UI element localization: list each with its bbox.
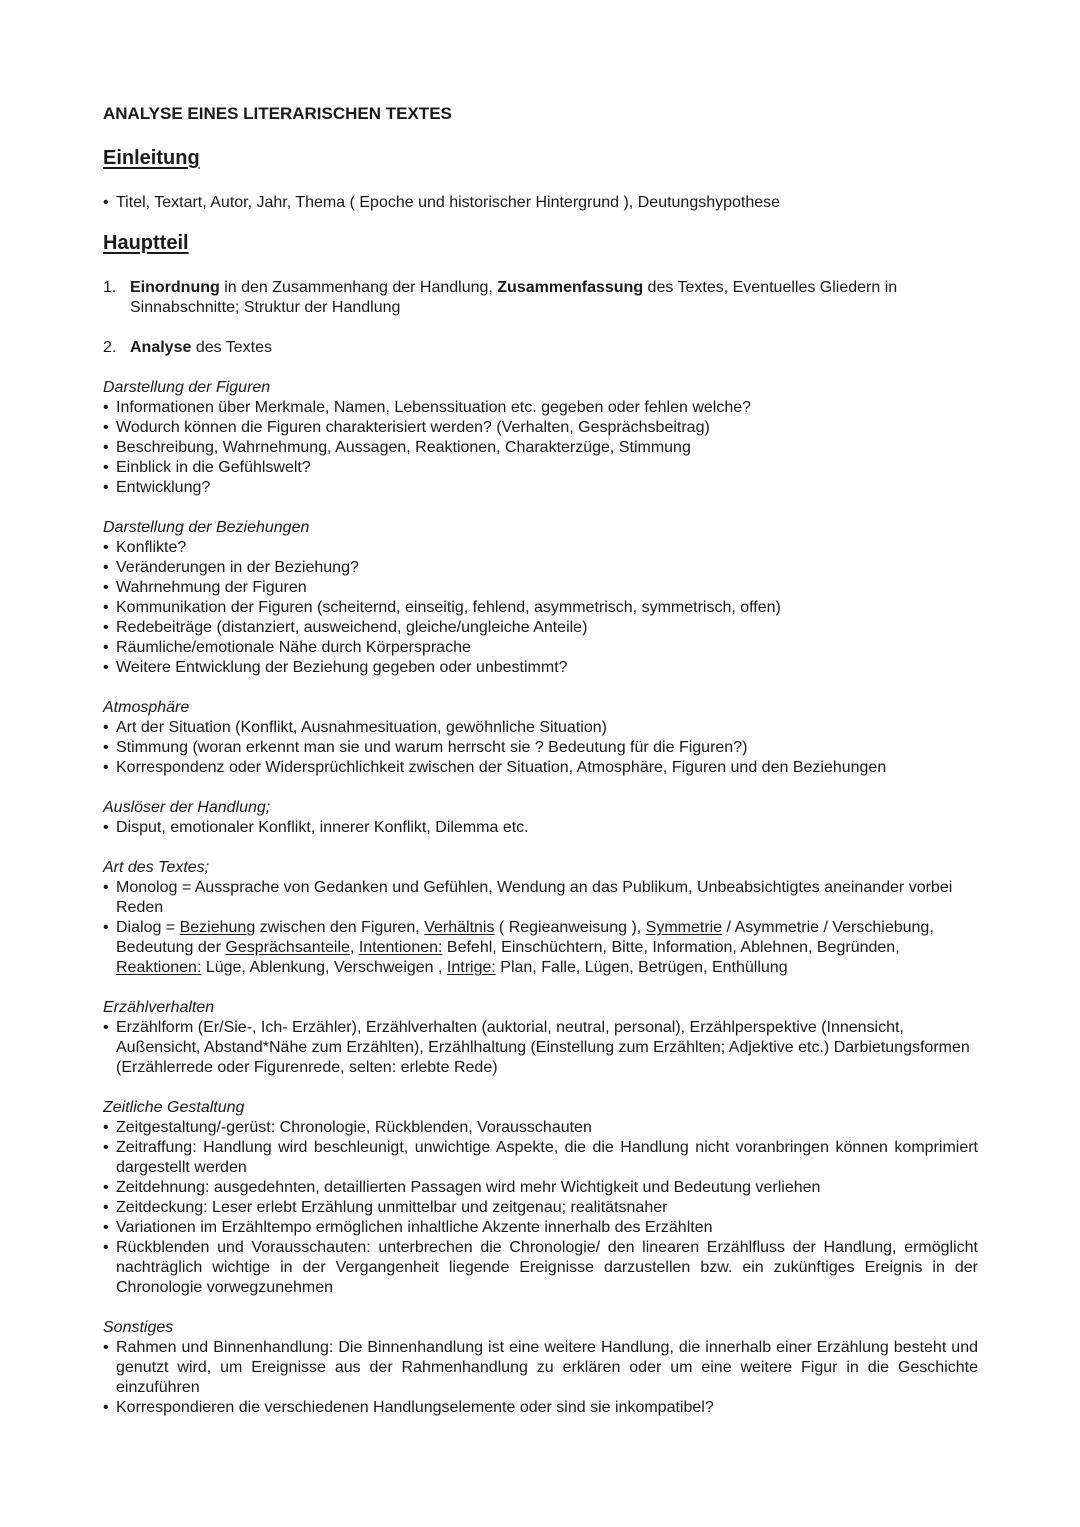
section-sonstiges	[103, 1318, 978, 1418]
bullet-icon: •	[103, 639, 109, 656]
list-item	[103, 818, 978, 838]
underlined-term: Intrige:	[446, 959, 496, 976]
item-number: 2.	[103, 339, 117, 356]
list-item-text: Beschreibung, Wahrnehmung, Aussagen, Reaktionen, Charakterzüge, Stimmung	[116, 439, 691, 456]
text-part: in den Zusammenhang der Handlung,	[219, 279, 498, 296]
bullet-icon: •	[103, 739, 109, 756]
list-item	[103, 1238, 978, 1298]
underlined-term: Gesprächsanteile	[225, 939, 350, 956]
list-item	[103, 438, 978, 458]
section-art-des-textes	[103, 858, 978, 978]
list-item	[103, 578, 978, 598]
underlined-term: Beziehung	[179, 919, 256, 936]
bullet-icon: •	[103, 659, 109, 676]
item-text	[130, 338, 978, 358]
bold-analyse: Analyse	[130, 339, 192, 356]
document-content	[103, 103, 978, 1418]
list-item	[103, 1398, 978, 1418]
bullet-icon: •	[103, 759, 109, 776]
list-item-text: Korrespondenz oder Widersprüchlichkeit zwischen der Situation, Atmosphäre, Figuren und den Beziehungen	[116, 759, 887, 776]
bullet-icon: •	[103, 599, 109, 616]
list-item-text: Erzählform (Er/Sie-, Ich- Erzähler), Erzählverhalten (auktorial, neutral, personal), Erzählperspektive (Innensicht, Außensicht, Abstand*Nähe zum Erzählten), Erzählhaltung (Einstellung zum Erzählten; Adjektive etc.) Darbietungsformen (Erzählerrede oder Figurenrede, selten: erlebte Rede)	[116, 1019, 970, 1076]
list-item-text: Wahrnehmung der Figuren	[116, 579, 307, 596]
list-item-text: Redebeiträge (distanziert, ausweichend, gleiche/ungleiche Anteile)	[116, 619, 588, 636]
section-erzaehlverhalten	[103, 998, 978, 1078]
item-text	[130, 278, 978, 318]
list-item	[103, 638, 978, 658]
numbered-item-analyse	[103, 338, 978, 358]
bullet-icon: •	[103, 194, 109, 211]
list-item	[103, 418, 978, 438]
section-title: Atmosphäre	[103, 699, 190, 716]
section-ausloeser	[103, 798, 978, 838]
list-item-text: Veränderungen in der Beziehung?	[116, 559, 359, 576]
list-item-text: Rahmen und Binnenhandlung: Die Binnenhandlung ist eine weitere Handlung, die innerhalb einer Erzählung besteht und genutzt wird, um Ereignisse aus der Rahmenhandlung zu erklären oder um eine weitere Figur in die Geschichte einzuführen	[116, 1339, 978, 1396]
bullet-icon: •	[103, 459, 109, 476]
section-title: Erzählverhalten	[103, 999, 215, 1016]
bullet-icon: •	[103, 579, 109, 596]
list-item-text	[116, 918, 978, 978]
item-number: 1.	[103, 279, 117, 296]
bullet-icon: •	[103, 879, 109, 896]
list-item-text: Stimmung (woran erkennt man sie und warum herrscht sie ? Bedeutung für die Figuren?)	[116, 739, 748, 756]
text-part: / Asymmetrie / Verschiebung, Bedeutung der	[116, 919, 934, 956]
bullet-icon: •	[103, 1179, 109, 1196]
list-item	[103, 1178, 978, 1198]
list-item	[103, 538, 978, 558]
section-title: Sonstiges	[103, 1319, 174, 1336]
list-item-text: Zeitdehnung: ausgedehnten, detaillierten Passagen wird mehr Wichtigkeit und Bedeutung verliehen	[116, 1179, 821, 1196]
section-title: Auslöser der Handlung;	[103, 799, 271, 816]
list-item-text: Korrespondieren die verschiedenen Handlungselemente oder sind sie inkompatibel?	[116, 1399, 714, 1416]
list-item	[103, 1198, 978, 1218]
list-item	[103, 1118, 978, 1138]
section-title: Darstellung der Beziehungen	[103, 519, 310, 536]
list-item-text: Entwicklung?	[116, 479, 211, 496]
list-item-text: Variationen im Erzähltempo ermöglichen inhaltliche Akzente innerhalb des Erzählten	[116, 1219, 713, 1236]
bullet-icon: •	[103, 1399, 109, 1416]
text-part: ,	[349, 939, 359, 956]
list-item	[103, 558, 978, 578]
text-part: zwischen den Figuren,	[255, 919, 425, 936]
bullet-icon: •	[103, 619, 109, 636]
list-item-text: Disput, emotionaler Konflikt, innerer Konflikt, Dilemma etc.	[116, 819, 529, 836]
list-item-text: Rückblenden und Vorausschauten: unterbrechen die Chronologie/ den linearen Erzählfluss der Handlung, ermöglicht nachträglich wichtige in der Vergangenheit liegende Ereignisse darzustellen bzw. ein zukünftiges Ereignis in der Chronologie vorwegzunehmen	[116, 1239, 978, 1296]
underlined-term: Reaktionen:	[116, 959, 202, 976]
bullet-icon: •	[103, 719, 109, 736]
bold-zusammenfassung: Zusammenfassung	[497, 279, 644, 296]
bullet-icon: •	[103, 539, 109, 556]
section-atmosphaere	[103, 698, 978, 778]
document-title: ANALYSE EINES LITERARISCHEN TEXTES	[103, 104, 452, 123]
underlined-term: Intentionen:	[358, 939, 443, 956]
bullet-icon: •	[103, 1239, 109, 1256]
text-part: Lüge, Ablenkung, Verschweigen ,	[201, 959, 447, 976]
heading-hauptteil: Hauptteil	[103, 232, 189, 254]
list-item	[103, 1338, 978, 1398]
bullet-icon: •	[103, 1339, 109, 1356]
section-title: Darstellung der Figuren	[103, 379, 271, 396]
list-item	[103, 758, 978, 778]
underlined-term: Symmetrie	[645, 919, 723, 936]
heading-einleitung: Einleitung	[103, 147, 200, 169]
list-item	[103, 398, 978, 418]
bullet-icon: •	[103, 1219, 109, 1236]
bullet-icon: •	[103, 439, 109, 456]
einleitung-item	[103, 193, 978, 213]
section-zeitliche-gestaltung	[103, 1098, 978, 1298]
list-item	[103, 718, 978, 738]
list-item-text: Art der Situation (Konflikt, Ausnahmesituation, gewöhnliche Situation)	[116, 719, 607, 736]
text-part: ( Regieanweisung ),	[494, 919, 646, 936]
bullet-icon: •	[103, 1199, 109, 1216]
list-item-text: Zeitraffung: Handlung wird beschleunigt, unwichtige Aspekte, die die Handlung nicht voranbringen können komprimiert dargestellt werden	[116, 1139, 978, 1176]
text-part: des Textes, Eventuelles Gliedern in Sinnabschnitte; Struktur der Handlung	[130, 279, 898, 316]
section-figuren	[103, 378, 978, 498]
list-item	[103, 458, 978, 478]
list-item	[103, 658, 978, 678]
list-item	[103, 1218, 978, 1238]
einleitung-item-text: Titel, Textart, Autor, Jahr, Thema ( Epoche und historischer Hintergrund ), Deutungshypothese	[116, 194, 781, 211]
bullet-icon: •	[103, 919, 109, 936]
list-item-text: Konflikte?	[116, 539, 187, 556]
list-item	[103, 878, 978, 918]
list-item	[103, 1018, 978, 1078]
list-item-text: Weitere Entwicklung der Beziehung gegeben oder unbestimmt?	[116, 659, 568, 676]
list-item-text: Zeitgestaltung/-gerüst: Chronologie, Rückblenden, Vorausschauten	[116, 1119, 592, 1136]
text-part: Plan, Falle, Lügen, Betrügen, Enthüllung	[495, 959, 788, 976]
list-item-text: Einblick in die Gefühlswelt?	[116, 459, 311, 476]
bullet-icon: •	[103, 819, 109, 836]
list-item-text: Wodurch können die Figuren charakterisiert werden? (Verhalten, Gesprächsbeitrag)	[116, 419, 710, 436]
list-item-text: Informationen über Merkmale, Namen, Lebenssituation etc. gegeben oder fehlen welche?	[116, 399, 752, 416]
section-title: Zeitliche Gestaltung	[103, 1099, 245, 1116]
bullet-icon: •	[103, 1019, 109, 1036]
text-part: Befehl, Einschüchtern, Bitte, Information, Ablehnen, Begründen,	[442, 939, 900, 956]
list-item-text: Monolog = Aussprache von Gedanken und Gefühlen, Wendung an das Publikum, Unbeabsichtigtes aneinander vorbei Reden	[116, 879, 953, 916]
list-item	[103, 618, 978, 638]
list-item	[103, 478, 978, 498]
list-item	[103, 1138, 978, 1178]
bullet-icon: •	[103, 399, 109, 416]
section-title: Art des Textes;	[103, 859, 210, 876]
list-item-text: Zeitdeckung: Leser erlebt Erzählung unmittelbar und zeitgenau; realitätsnaher	[116, 1199, 668, 1216]
bullet-icon: •	[103, 559, 109, 576]
numbered-item-einordnung	[103, 278, 978, 318]
section-beziehungen	[103, 518, 978, 678]
bullet-icon: •	[103, 1119, 109, 1136]
list-item	[103, 738, 978, 758]
text-part: Dialog =	[116, 919, 180, 936]
list-item-text: Kommunikation der Figuren (scheiternd, einseitig, fehlend, asymmetrisch, symmetrisch, offen)	[116, 599, 781, 616]
bullet-icon: •	[103, 1139, 109, 1156]
underlined-term: Verhältnis	[424, 919, 495, 936]
bullet-icon: •	[103, 479, 109, 496]
list-item-text: Räumliche/emotionale Nähe durch Körpersprache	[116, 639, 471, 656]
bullet-icon: •	[103, 419, 109, 436]
bold-einordnung: Einordnung	[130, 279, 220, 296]
text-part: des Textes	[191, 339, 273, 356]
list-item	[103, 598, 978, 618]
list-item	[103, 918, 978, 978]
